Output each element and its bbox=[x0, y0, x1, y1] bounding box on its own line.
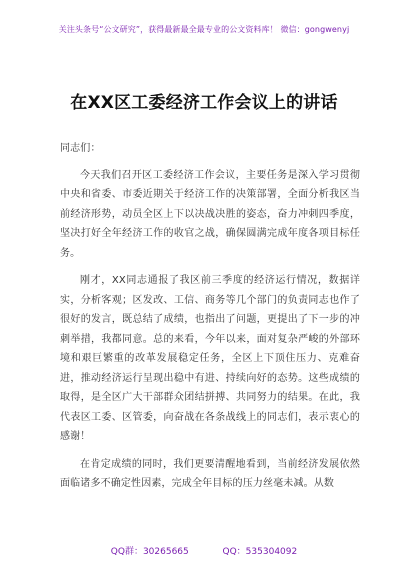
footer bbox=[0, 544, 408, 557]
salutation: 同志们： bbox=[60, 143, 101, 154]
paragraph-2: 刚才，XX同志通报了我区前三季度的经济运行情况，数据详实，分析客观；区发改、工信、商务等几个部门的负责同志也作了很好的发言，既总结了成绩，也指出了问题，更提出了下一步的冲刺举措，我都同意。总的来看，今年以来，面对复杂严峻的外部环境和艰巨繁重的改革发展稳定任务，全区上下顶住压力、克难奋进，推动经济运行呈现出稳中有进、持续向好的态势。这些成绩的取得，是全区广大干部群众团结拼搏、共同努力的结果。在此，我代表区工委、区管委，向奋战在各条战线上的同志们，表示衷心的感谢！ bbox=[60, 275, 360, 442]
paragraph-3: 在肯定成绩的同时，我们更要清醒地看到，当前经济发展依然面临诸多不确定性因素，完成全年目标的压力丝毫未减。从数 bbox=[60, 458, 360, 489]
footer-qq: QQ：535304092 bbox=[222, 547, 298, 557]
footer-qq-group: QQ群：30265665 bbox=[110, 547, 189, 557]
page-title: 在XX区工委经济工作会议上的讲话 bbox=[70, 93, 338, 113]
paragraph-1: 今天我们召开区工委经济工作会议，主要任务是深入学习贯彻中央和省委、市委近期关于经济工作的决策部署，全面分析我区当前经济形势，动员全区上下以决战决胜的姿态，奋力冲刺四季度，坚决打好全年经济工作的收官之战，确保圆满完成年度各项目标任务。 bbox=[60, 169, 360, 259]
document-body bbox=[60, 139, 360, 502]
header-note: 关注头条号“公文研究”，获得最新最全最专业的公文资料库！ 微信：gongwenyj bbox=[58, 25, 350, 34]
